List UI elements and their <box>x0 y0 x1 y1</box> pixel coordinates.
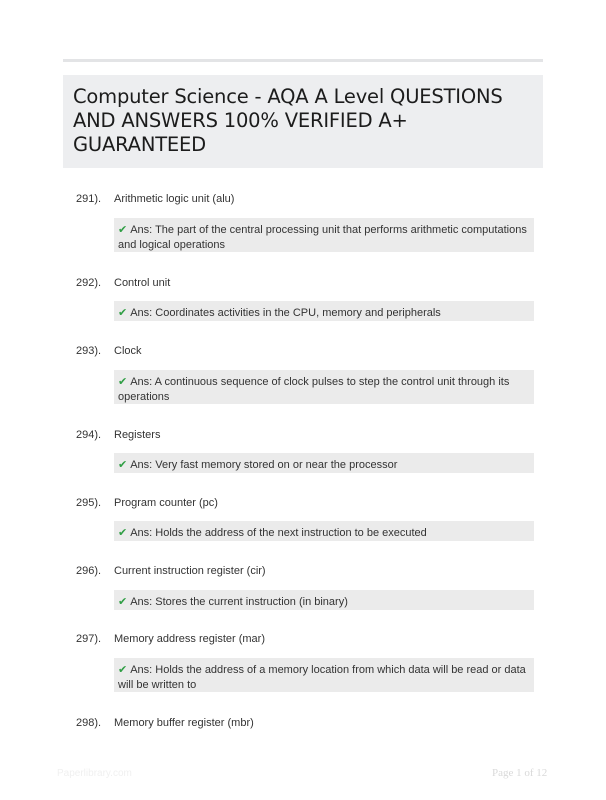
check-icon: ✔ <box>118 458 128 471</box>
answer-text: Ans: Holds the address of the next instruction to be executed <box>130 527 427 539</box>
question-number: 292). <box>76 277 102 289</box>
answer-text: Ans: Holds the address of a memory location from which data will be read or data will be written to <box>118 664 526 691</box>
question-text: Arithmetic logic unit (alu) <box>114 193 235 205</box>
check-icon: ✔ <box>118 595 128 608</box>
answer-text: Ans: Coordinates activities in the CPU, memory and peripherals <box>130 307 441 319</box>
question-text: Clock <box>114 345 142 357</box>
question-number: 298). <box>76 717 102 729</box>
page-indicator: Page 1 of 12 <box>492 767 548 779</box>
answer-box <box>114 370 534 404</box>
check-icon: ✔ <box>118 663 128 676</box>
answer-text: Ans: A continuous sequence of clock pulses to step the control unit through its operations <box>118 376 510 403</box>
answer-box <box>114 453 534 473</box>
top-divider <box>63 59 543 62</box>
question-text: Program counter (pc) <box>114 497 218 509</box>
question-text: Registers <box>114 429 161 441</box>
question-number: 296). <box>76 565 102 577</box>
question-text: Control unit <box>114 277 171 289</box>
question-text: Current instruction register (cir) <box>114 565 266 577</box>
footer-watermark: Paperlibrary.com <box>57 768 132 779</box>
check-icon: ✔ <box>118 306 128 319</box>
question-number: 295). <box>76 497 102 509</box>
answer-box <box>114 301 534 321</box>
question-number: 294). <box>76 429 102 441</box>
answer-text: Ans: Very fast memory stored on or near the processor <box>130 459 398 471</box>
question-text: Memory address register (mar) <box>114 633 265 645</box>
title-banner <box>63 75 543 168</box>
answer-text: Ans: Stores the current instruction (in binary) <box>130 596 348 608</box>
answer-box <box>114 590 534 610</box>
question-number: 297). <box>76 633 102 645</box>
check-icon: ✔ <box>118 526 128 539</box>
answer-box <box>114 658 534 692</box>
document-title: Computer Science - AQA A Level QUESTIONS AND ANSWERS 100% VERIFIED A+ GUARANTEED <box>73 85 503 156</box>
answer-box <box>114 521 534 541</box>
question-text: Memory buffer register (mbr) <box>114 717 254 729</box>
answer-box <box>114 218 534 252</box>
question-number: 293). <box>76 345 102 357</box>
check-icon: ✔ <box>118 223 128 236</box>
check-icon: ✔ <box>118 375 128 388</box>
question-number: 291). <box>76 193 102 205</box>
answer-text: Ans: The part of the central processing unit that performs arithmetic computations and logical operations <box>118 224 527 251</box>
